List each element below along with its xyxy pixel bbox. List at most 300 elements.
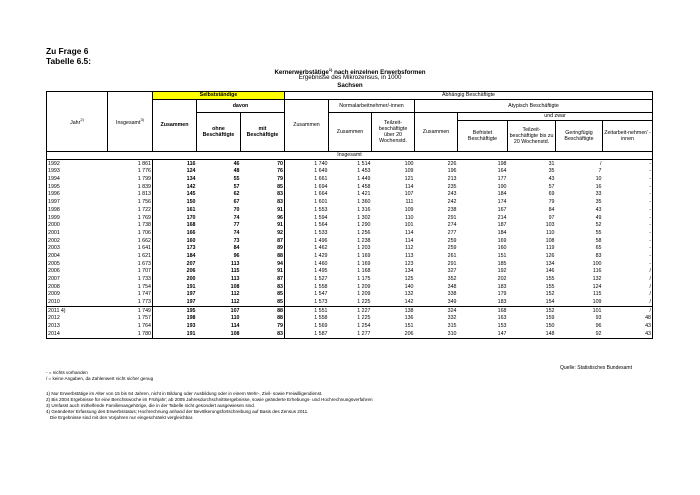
value-cell: 197 — [186, 299, 196, 306]
year-cell: 2009 — [47, 291, 108, 299]
table-row — [47, 315, 653, 323]
legend — [46, 370, 153, 382]
table-row — [47, 307, 653, 315]
value-cell: 152 — [545, 291, 555, 298]
value-cell: 92 — [241, 229, 285, 237]
value-cell: 84 — [233, 245, 240, 252]
value-cell: 1 813 — [108, 191, 153, 199]
title-footnote-ref: 1) — [328, 67, 333, 72]
value-cell: 88 — [241, 252, 285, 260]
year-cell: 1992 — [47, 160, 108, 168]
value-cell: 1 256 — [357, 229, 371, 236]
value-cell: 43 — [603, 330, 653, 338]
value-cell: 1 673 — [108, 260, 153, 268]
value-cell: 100 — [592, 260, 602, 267]
footnote-3: 3) Umfasst auch mithelfende Familienangehörige, die in der Tabelle nicht gesondert ausgewiesen sind. — [46, 403, 256, 408]
value-cell: 148 — [508, 330, 556, 338]
value-cell: 43 — [603, 322, 653, 330]
value-cell: 1 569 — [314, 323, 328, 330]
value-cell: - — [603, 214, 653, 222]
year-cell: 2002 — [47, 237, 108, 245]
value-cell: 1 254 — [357, 323, 371, 330]
value-cell: 207 — [186, 260, 196, 267]
footnote-4-cont: Die Ergebnisse sind mit den Vorjahren nur eingeschränkt vergleichbar. — [50, 415, 194, 420]
value-cell: 116 — [186, 160, 196, 167]
value-cell: / — [603, 291, 653, 299]
value-cell: 16 — [595, 183, 602, 190]
value-cell: 79 — [548, 199, 555, 206]
value-cell: - — [603, 175, 653, 183]
table-row — [47, 252, 653, 260]
value-cell: - — [603, 183, 653, 191]
value-cell: 206 — [186, 268, 196, 275]
header-zeitarbeit: Zeitarbeit-nehmer/ -innen — [603, 121, 653, 152]
value-cell: 74 — [233, 214, 240, 221]
value-cell: 92 — [556, 330, 603, 338]
value-cell: 352 — [447, 276, 457, 283]
value-cell: 43 — [548, 176, 555, 183]
value-cell: 1 203 — [357, 245, 371, 252]
value-cell: 103 — [545, 222, 555, 229]
value-cell: 79 — [241, 175, 285, 183]
value-cell: 1 429 — [314, 252, 328, 259]
value-cell: 85 — [241, 291, 285, 299]
value-cell: 1 694 — [314, 183, 328, 190]
value-cell: 332 — [447, 315, 457, 322]
value-cell: 52 — [595, 222, 602, 229]
value-cell: 33 — [595, 191, 602, 198]
value-cell: 1 587 — [285, 330, 329, 338]
header-normal: Normalarbeitnehmer/-innen — [329, 100, 415, 113]
value-cell: 48 — [233, 168, 240, 175]
header-befristet: Befristet Beschäftigte — [458, 121, 508, 152]
value-cell: 1 738 — [108, 222, 153, 230]
value-cell: 174 — [497, 199, 507, 206]
value-cell: 184 — [186, 252, 196, 259]
table-subtitle: Ergebnisse des Mikrozensus, in 1000 — [298, 74, 402, 81]
value-cell: 1 747 — [108, 291, 153, 299]
value-cell: - — [603, 229, 653, 237]
table-region: Sachsen — [337, 82, 363, 89]
table-row — [47, 260, 653, 268]
value-cell: 1 733 — [108, 275, 153, 283]
value-cell: 57 — [548, 183, 555, 190]
header-teilzeit-atyp: Teilzeit-beschäftigte bis zu 20 Wochenstd. — [508, 121, 556, 152]
header-jahr: Jahr$^{2)}$ — [47, 92, 108, 152]
value-cell: 1 421 — [357, 191, 371, 198]
value-cell: 1 209 — [357, 283, 371, 290]
value-cell: 1 453 — [357, 168, 371, 175]
value-cell: 163 — [497, 315, 507, 322]
value-cell: - — [603, 168, 653, 176]
value-cell: / — [600, 160, 602, 167]
value-cell: 1 773 — [108, 298, 153, 306]
value-cell: 142 — [186, 183, 196, 190]
value-cell: 151 — [497, 252, 507, 259]
value-cell: - — [603, 198, 653, 206]
year-cell: 2012 — [47, 315, 108, 323]
unit-label: Insgesamt — [47, 152, 653, 160]
value-cell: 1 551 — [285, 307, 329, 315]
value-cell: 35 — [548, 168, 555, 175]
value-cell: 58 — [595, 237, 602, 244]
table-row — [47, 198, 653, 206]
value-cell: 125 — [404, 276, 414, 283]
value-cell: 1 861 — [108, 160, 153, 168]
value-cell: 200 — [186, 276, 196, 283]
value-cell: 191 — [153, 330, 197, 338]
value-cell: 1 558 — [314, 283, 328, 290]
value-cell: 1 769 — [108, 214, 153, 222]
year-cell: 1995 — [47, 183, 108, 191]
year-cell: 1994 — [47, 175, 108, 183]
value-cell: 152 — [508, 307, 556, 315]
value-cell: 108 — [197, 330, 241, 338]
table-row — [47, 283, 653, 291]
value-cell: 153 — [497, 323, 507, 330]
value-cell: 1 547 — [314, 291, 328, 298]
value-cell: 167 — [497, 206, 507, 213]
value-cell: 235 — [447, 183, 457, 190]
value-cell: 1 740 — [314, 160, 328, 167]
value-cell: 134 — [404, 268, 414, 275]
value-cell: 291 — [447, 214, 457, 221]
value-cell: - — [603, 237, 653, 245]
value-cell: 185 — [497, 260, 507, 267]
value-cell: 132 — [592, 276, 602, 283]
value-cell: 76 — [241, 168, 285, 176]
year-cell: 2008 — [47, 283, 108, 291]
value-cell: 198 — [497, 160, 507, 167]
value-cell: 1 514 — [357, 160, 371, 167]
value-cell: 187 — [497, 222, 507, 229]
value-cell: 1 764 — [108, 322, 153, 330]
year-cell: 2005 — [47, 260, 108, 268]
frage-label: Zu Frage 6 — [46, 46, 89, 56]
value-cell: - — [603, 222, 653, 230]
value-cell: 107 — [404, 191, 414, 198]
value-cell: 1 553 — [314, 206, 328, 213]
year-cell: 2010 — [47, 298, 108, 306]
value-cell: 1 749 — [108, 307, 153, 315]
value-cell: 155 — [545, 283, 555, 290]
value-cell: 1 601 — [314, 199, 328, 206]
value-cell: 274 — [447, 222, 457, 229]
value-cell: 114 — [405, 229, 414, 236]
value-cell: 1 496 — [314, 237, 328, 244]
header-mit: mit Beschäftigte — [241, 113, 285, 152]
value-cell: 327 — [447, 268, 457, 275]
value-cell: 134 — [186, 176, 196, 183]
value-cell: 73 — [233, 237, 240, 244]
value-cell: 70 — [241, 160, 285, 168]
header-zusammen-abh: Zusammen — [285, 100, 329, 152]
value-cell: 108 — [545, 237, 555, 244]
value-cell: 1 664 — [314, 191, 328, 198]
value-cell: 70 — [233, 206, 240, 213]
header-teilzeit-normal: Teilzeit-beschäftigte über 20 Wochenstd. — [372, 113, 415, 152]
year-cell: 2011 4) — [47, 307, 108, 315]
value-cell: 147 — [458, 330, 508, 338]
value-cell: 110 — [405, 214, 414, 221]
value-cell: 83 — [595, 252, 602, 259]
value-cell: 91 — [241, 268, 285, 276]
value-cell: 31 — [548, 160, 555, 167]
value-cell: - — [603, 260, 653, 268]
table-row — [47, 291, 653, 299]
value-cell: 202 — [497, 276, 507, 283]
value-cell: 1 360 — [357, 199, 371, 206]
year-cell: 1999 — [47, 214, 108, 222]
value-cell: 183 — [497, 283, 507, 290]
value-cell: 110 — [546, 229, 555, 236]
value-cell: 1 594 — [314, 214, 328, 221]
value-cell: 83 — [241, 283, 285, 291]
value-cell: 1 225 — [357, 299, 371, 306]
value-cell: 35 — [595, 199, 602, 206]
table-row — [47, 168, 653, 176]
value-cell: 151 — [404, 323, 414, 330]
value-cell: 1 621 — [108, 252, 153, 260]
value-cell: 88 — [241, 315, 285, 323]
year-cell: 2014 — [47, 330, 108, 338]
value-cell: 55 — [233, 176, 240, 183]
value-cell: 206 — [372, 330, 415, 338]
value-cell: 112 — [405, 245, 414, 252]
unit-row — [47, 152, 653, 160]
value-cell: 243 — [447, 191, 457, 198]
value-cell: 195 — [153, 307, 197, 315]
value-cell: 48 — [603, 315, 653, 323]
value-cell: 168 — [458, 307, 508, 315]
value-cell: / — [603, 307, 653, 315]
value-cell: 1 527 — [314, 276, 328, 283]
value-cell: 164 — [497, 168, 507, 175]
header-atypisch: Atypisch Beschäftigte — [415, 100, 653, 113]
value-cell: 113 — [405, 252, 414, 259]
footnote-4: 4) Geänderter Erfassung des Erwerbsstatus; Hochrechnung anhand der Bevölkerungsfortschreibung auf Basis des Zensus 2011. — [46, 409, 309, 414]
value-cell: 184 — [497, 191, 507, 198]
value-cell: 1 225 — [357, 315, 371, 322]
value-cell: 160 — [186, 237, 196, 244]
value-cell: 155 — [545, 276, 555, 283]
value-cell: 101 — [404, 222, 414, 229]
table-row — [47, 183, 653, 191]
value-cell: 226 — [447, 160, 457, 167]
value-cell: 1 495 — [314, 268, 328, 275]
value-cell: 93 — [595, 315, 602, 322]
value-cell: 1 290 — [357, 222, 371, 229]
value-cell: 160 — [497, 245, 507, 252]
year-cell: 1996 — [47, 191, 108, 199]
value-cell: 69 — [548, 191, 555, 198]
value-cell: 10 — [595, 176, 602, 183]
table-row — [47, 175, 653, 183]
source-note: Quelle: Statistisches Bundesamt — [560, 365, 632, 371]
value-cell: 119 — [546, 245, 555, 252]
value-cell: 1 757 — [108, 315, 153, 323]
value-cell: 85 — [241, 298, 285, 306]
year-cell: 2007 — [47, 275, 108, 283]
value-cell: 146 — [545, 268, 555, 275]
value-cell: 124 — [592, 283, 602, 290]
table-row — [47, 245, 653, 253]
value-cell: 114 — [230, 323, 240, 330]
value-cell: 277 — [447, 229, 457, 236]
value-cell: 213 — [447, 176, 457, 183]
value-cell: 1 662 — [108, 237, 153, 245]
table-row — [47, 160, 653, 168]
value-cell: 1 169 — [357, 252, 371, 259]
header-zusammen-selbst: Zusammen — [153, 100, 197, 152]
value-cell: 77 — [233, 222, 240, 229]
year-cell: 1997 — [47, 198, 108, 206]
value-cell: 85 — [241, 183, 285, 191]
year-cell: 2013 — [47, 322, 108, 330]
value-cell: 7 — [598, 168, 602, 175]
value-cell: 88 — [241, 307, 285, 315]
table-row — [47, 222, 653, 230]
header-davon: davon — [197, 100, 285, 113]
title-main: Kernerwerbstätige — [274, 69, 329, 77]
value-cell: 100 — [404, 160, 414, 167]
value-cell: 109 — [404, 206, 414, 213]
value-cell: 1 776 — [108, 168, 153, 176]
value-cell: 115 — [593, 291, 602, 298]
value-cell: 1 722 — [108, 206, 153, 214]
year-cell: 1993 — [47, 168, 108, 176]
value-cell: 1 533 — [314, 229, 328, 236]
value-cell: 96 — [241, 214, 285, 222]
value-cell: 310 — [415, 330, 458, 338]
value-cell: 91 — [241, 206, 285, 214]
value-cell: 142 — [404, 299, 414, 306]
value-cell: 1 238 — [357, 237, 371, 244]
value-cell: 183 — [497, 299, 507, 306]
value-cell: 184 — [497, 229, 507, 236]
value-cell: 89 — [241, 245, 285, 253]
value-cell: 1 460 — [314, 260, 328, 267]
table-body — [47, 160, 653, 339]
year-cell: 2004 — [47, 252, 108, 260]
value-cell: 173 — [186, 245, 196, 252]
table-row — [47, 298, 653, 306]
value-cell: 116 — [593, 268, 602, 275]
value-cell: 84 — [548, 206, 555, 213]
value-cell: / — [603, 275, 653, 283]
value-cell: 154 — [545, 299, 555, 306]
value-cell: 1 227 — [329, 307, 372, 315]
value-cell: 67 — [233, 199, 240, 206]
value-cell: - — [603, 252, 653, 260]
year-cell: 2006 — [47, 268, 108, 276]
value-cell: 87 — [241, 237, 285, 245]
value-cell: 196 — [447, 168, 457, 175]
value-cell: 197 — [186, 291, 196, 298]
value-cell: 190 — [497, 183, 507, 190]
value-cell: 259 — [447, 245, 457, 252]
value-cell: 62 — [233, 191, 240, 198]
value-cell: 97 — [548, 214, 555, 221]
value-cell: 1 780 — [108, 330, 153, 338]
value-cell: 259 — [447, 237, 457, 244]
value-cell: 121 — [404, 176, 414, 183]
year-cell: 2000 — [47, 222, 108, 230]
value-cell: 349 — [447, 299, 457, 306]
header-zusammen-atyp: Zusammen — [415, 113, 458, 152]
value-cell: 177 — [497, 176, 507, 183]
value-cell: 134 — [545, 260, 555, 267]
value-cell: 242 — [447, 199, 457, 206]
value-cell: 338 — [447, 291, 457, 298]
value-cell: 74 — [233, 229, 240, 236]
value-cell: 150 — [545, 323, 555, 330]
table-row — [47, 229, 653, 237]
value-cell: / — [603, 283, 653, 291]
value-cell: 107 — [197, 307, 241, 315]
header-abhaengig: Abhängig Beschäftigte — [285, 92, 653, 100]
table-row — [47, 214, 653, 222]
value-cell: 348 — [447, 283, 457, 290]
value-cell: 96 — [233, 252, 240, 259]
table-row — [47, 330, 653, 338]
value-cell: 193 — [186, 323, 196, 330]
value-cell: 169 — [497, 237, 507, 244]
value-cell: - — [603, 160, 653, 168]
value-cell: 83 — [241, 191, 285, 199]
value-cell: 1 573 — [314, 299, 328, 306]
value-cell: 113 — [230, 276, 240, 283]
value-cell: 161 — [186, 206, 196, 213]
value-cell: 124 — [186, 168, 196, 175]
value-cell: / — [603, 268, 653, 276]
value-cell: 112 — [230, 291, 240, 298]
value-cell: 1 458 — [357, 183, 371, 190]
value-cell: 191 — [186, 283, 196, 290]
value-cell: 114 — [405, 183, 414, 190]
value-cell: 49 — [595, 214, 602, 221]
value-cell: 126 — [545, 252, 555, 259]
value-cell: 108 — [230, 283, 240, 290]
value-cell: 214 — [497, 214, 507, 221]
value-cell: 46 — [233, 160, 240, 167]
header-insgesamt: Insgesamt$^{3)}$ — [108, 92, 153, 152]
value-cell: 55 — [595, 229, 602, 236]
value-cell: 1 754 — [108, 283, 153, 291]
value-cell: 1 462 — [314, 245, 328, 252]
value-cell: - — [603, 206, 653, 214]
value-cell: 1 756 — [108, 198, 153, 206]
table-row — [47, 191, 653, 199]
value-cell: 123 — [404, 260, 414, 267]
value-cell: 159 — [545, 315, 555, 322]
header-ohne: ohne Beschäftigte — [197, 113, 241, 152]
value-cell: 1 302 — [357, 214, 371, 221]
tabelle-label: Tabelle 6.5: — [46, 56, 91, 66]
value-cell: 65 — [595, 245, 602, 252]
question-heading — [46, 46, 91, 66]
value-cell: 261 — [447, 252, 457, 259]
value-cell: 132 — [404, 291, 414, 298]
table-row — [47, 322, 653, 330]
value-cell: 1 169 — [357, 260, 371, 267]
value-cell: 1 649 — [314, 168, 328, 175]
value-cell: 136 — [404, 315, 414, 322]
header-zusammen-normal: Zusammen — [329, 113, 372, 152]
value-cell: 115 — [230, 268, 240, 275]
value-cell: 1 707 — [108, 268, 153, 276]
value-cell: 170 — [186, 214, 196, 221]
